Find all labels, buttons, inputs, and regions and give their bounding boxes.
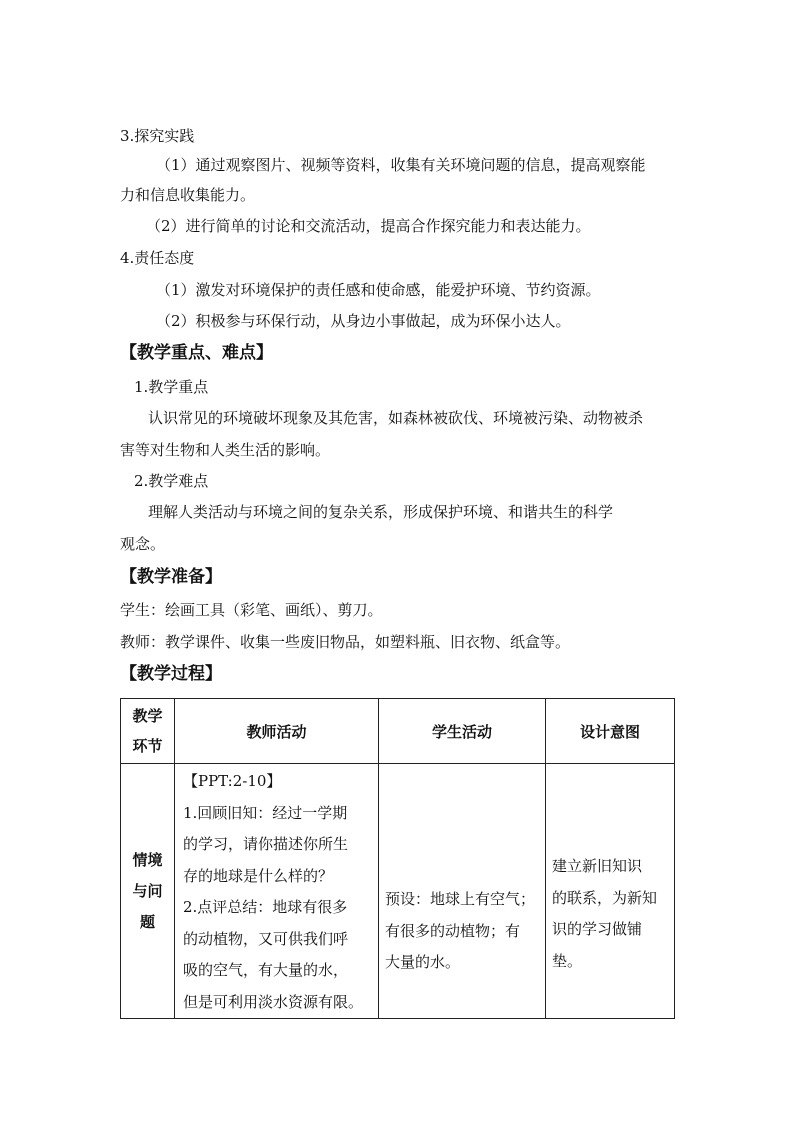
- header-phase-line-2: 环节: [132, 737, 163, 755]
- table-header-row: [121, 699, 675, 764]
- intent-line-3: 识的学习做铺: [552, 920, 643, 938]
- teacher-line-5: 2.点评总结：地球有很多: [183, 898, 348, 916]
- teacher-line-3: 的学习，请你描述你所生: [183, 835, 349, 853]
- practice-heading: 3.探究实践: [120, 127, 195, 145]
- preparation-students: 学生：绘画工具（彩笔、画纸）、剪刀。: [120, 601, 383, 619]
- intent-line-2: 的联系，为新知: [552, 888, 658, 907]
- attitude-item-2: （2）积极参与环保行动，从身边小事做起，成为环保小达人。: [156, 312, 571, 330]
- process-heading: 【教学过程】: [120, 664, 222, 684]
- difficulty-label: 2.教学难点: [134, 472, 209, 490]
- difficulty-line-1: 理解人类活动与环境之间的复杂关系，形成保护环境、和谐共生的科学: [148, 503, 614, 521]
- focus-line-1: 认识常见的环境破坏现象及其危害，如森林被砍伐、环境被污染、动物被杀: [148, 409, 644, 427]
- teacher-line-2: 1.回顾旧知：经过一学期: [183, 803, 348, 822]
- design-intent-cell: [546, 764, 675, 1019]
- preparation-heading: 【教学准备】: [120, 567, 222, 587]
- table-row: [121, 764, 675, 1019]
- header-teacher-activity: 教师活动: [175, 699, 379, 764]
- phase-line-3: 题: [139, 912, 155, 931]
- teacher-line-7: 吸的空气，有大量的水，: [183, 961, 349, 979]
- header-student-activity: 学生活动: [379, 699, 546, 764]
- intent-line-4: 垫。: [552, 951, 583, 970]
- difficulty-line-2: 观念。: [120, 535, 166, 553]
- teacher-line-1: 【PPT:2-10】: [183, 772, 282, 790]
- practice-item-2: （2）进行简单的讨论和交流活动，提高合作探究能力和表达能力。: [146, 217, 591, 235]
- phase-cell: [121, 764, 175, 1019]
- intent-line-1: 建立新旧知识: [552, 857, 643, 875]
- phase-line-2: 与问: [132, 881, 163, 900]
- attitude-heading: 4.责任态度: [120, 249, 195, 267]
- focus-label: 1.教学重点: [134, 378, 209, 396]
- preparation-teacher: 教师：教学课件、收集一些废旧物品，如塑料瓶、旧衣物、纸盒等。: [120, 633, 571, 651]
- header-design-intent: 设计意图: [546, 699, 675, 764]
- student-line-3: 大量的水。: [385, 953, 461, 971]
- header-phase-line-1: 教学: [132, 707, 163, 725]
- focus-line-2: 害等对生物和人类生活的影响。: [120, 441, 331, 459]
- teacher-line-8: 但是可利用淡水资源有限。: [183, 992, 364, 1011]
- teacher-line-6: 的动植物，又可供我们呼: [183, 929, 349, 948]
- phase-line-1: 情境: [132, 850, 163, 869]
- process-table: [120, 698, 675, 1019]
- student-line-2: 有很多的动植物；有: [385, 921, 521, 940]
- practice-item-1-line-2: 力和信息收集能力。: [120, 186, 256, 204]
- practice-item-1-line-1: （1）通过观察图片、视频等资料，收集有关环境问题的信息，提高观察能: [156, 156, 646, 174]
- student-line-1: 预设：地球上有空气；: [385, 890, 536, 908]
- header-phase: [121, 699, 175, 764]
- key-points-heading: 【教学重点、难点】: [120, 343, 273, 363]
- student-activity-cell: [379, 764, 546, 1019]
- teacher-line-4: 存的地球是什么样的？: [183, 866, 334, 885]
- attitude-item-1: （1）激发对环境保护的责任感和使命感，能爱护环境、节约资源。: [156, 281, 601, 299]
- teacher-activity-cell: [175, 764, 379, 1019]
